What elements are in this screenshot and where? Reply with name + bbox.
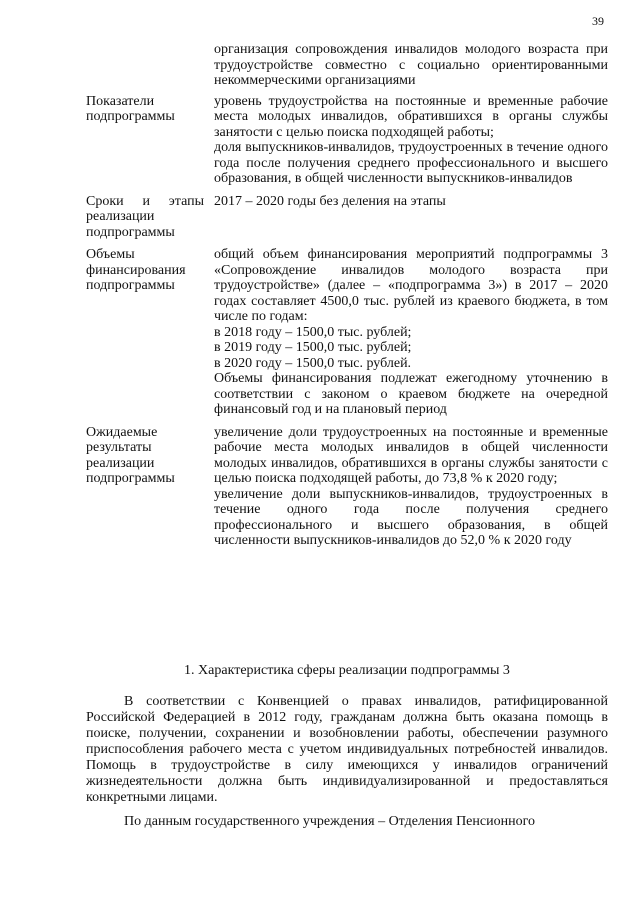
value-paragraph: увеличение доли трудоустроенных на постоянные и временные рабочие места молодых инвалидов в общей численности молодых инвалидов, обратившихся в органы службы занятости с целью поиска подходящей работы, до 73,8 % к 2020 году; [214,424,608,486]
body-paragraph: В соответствии с Конвенцией о правах инвалидов, ратифицированной Российской Федерацией в 2012 году, гражданам должна быть оказана помощь в поиске, получении, сохранении и возобновлении работы, обеспечении разумного приспособления рабочего места с учетом индивидуальных потребностей инвалидов. Помощь в трудоустройстве в силу имеющихся у инвалидов ограничений жизнедеятельности должна быть индивидуализированной и предоставляться конкретными лицами. [86,694,608,805]
value-paragraph: 2017 – 2020 годы без деления на этапы [214,193,446,209]
section-heading: 1. Характеристика сферы реализации подпрограммы 3 [184,663,510,678]
row-label: Сроки и этапы реализации подпрограммы [86,193,204,240]
value-paragraph: в 2018 году – 1500,0 тыс. рублей; [214,324,412,340]
passport-row-indicators [86,94,608,187]
passport-row-funding [86,247,608,418]
passport-row-expected-results [86,425,608,549]
row-value [214,247,608,418]
subprogram-passport-table [86,42,608,556]
row-label: Объемы финансирования подпрограммы [86,247,186,293]
page-number: 39 [592,14,604,28]
value-paragraph: уровень трудоустройства на постоянные и временные рабочие места молодых инвалидов, обратившихся в органы службы занятости с целью поиска подходящей работы; [214,93,608,140]
row-value [214,425,608,549]
row-value [214,42,608,89]
value-paragraph: увеличение доли выпускников-инвалидов, трудоустроенных в течение одного года после получения среднего профессионального и высшего образования, в общей численности выпускников-инвалидов до 52,0 % к 2020 году [214,486,608,548]
value-paragraph: Объемы финансирования подлежат ежегодному уточнению в соответствии с законом о краевом бюджете на очередной финансовый год и на плановый период [214,371,608,417]
row-label [86,42,214,89]
body-text [86,694,608,838]
body-paragraph: По данным государственного учреждения – Отделения Пенсионного [124,814,535,829]
value-paragraph: в 2019 году – 1500,0 тыс. рублей; [214,340,412,355]
row-value [214,94,608,187]
passport-row-terms [86,194,608,241]
value-paragraph: в 2020 году – 1500,0 тыс. рублей. [214,355,412,371]
value-paragraph: общий объем финансирования мероприятий подпрограммы 3 «Сопровождение инвалидов молодого возраста при трудоустройстве» (далее – «подпрограмма 3») в 2017 – 2020 годах составляет 4500,0 тыс. рублей из краевого бюджета, в том числе по годам: [214,247,608,324]
row-value [214,194,608,241]
passport-row-tasks-continued [86,42,608,89]
value-paragraph: организация сопровождения инвалидов молодого возраста при трудоустройстве совместно с социально ориентированными некоммерческими организациями [214,42,608,88]
row-label: Ожидаемые результаты реализации подпрограммы [86,424,175,486]
value-paragraph: доля выпускников-инвалидов, трудоустроенных в течение одного года после получения среднего профессионального и высшего образования, в общей численности выпускников-инвалидов [214,140,608,186]
row-label: Показатели подпрограммы [86,93,175,124]
